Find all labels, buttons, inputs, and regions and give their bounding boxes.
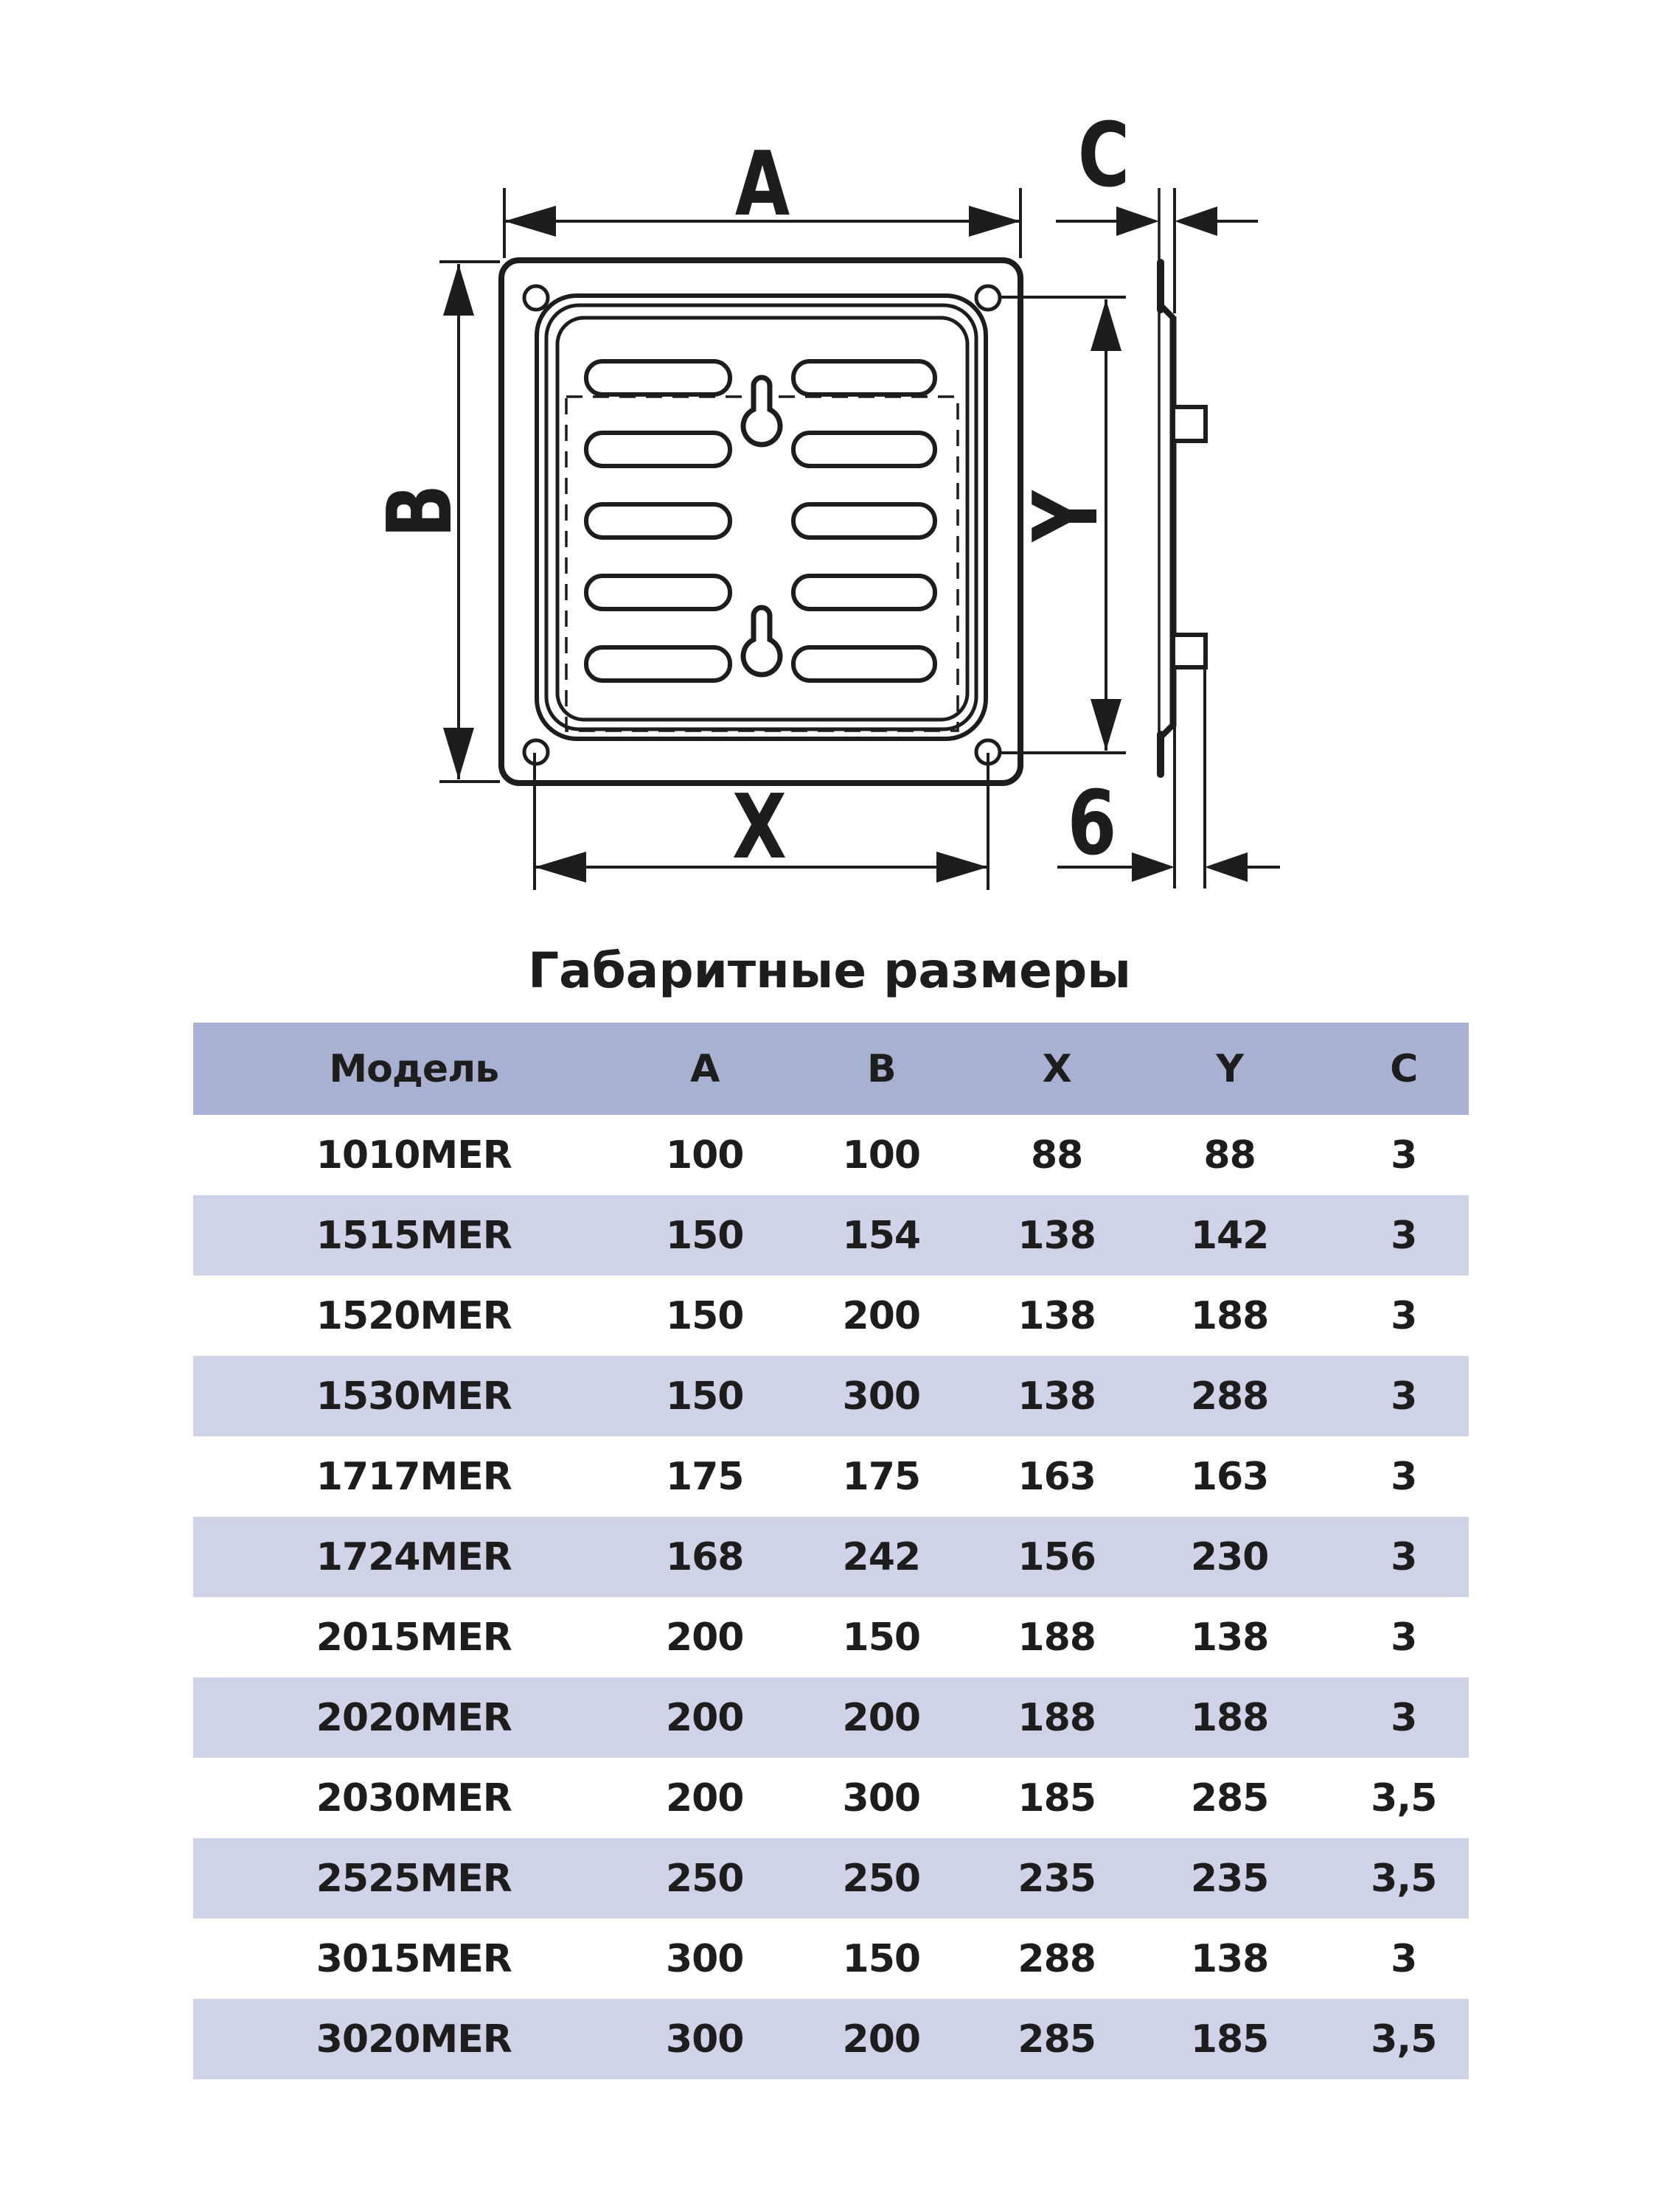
value-cell: 200	[842, 1293, 921, 1338]
model-cell: 3015MER	[316, 1936, 512, 1981]
model-cell: 1515MER	[316, 1213, 512, 1258]
value-cell: 242	[842, 1534, 921, 1579]
value-cell: 3	[1391, 1454, 1417, 1499]
value-cell: 250	[842, 1856, 921, 1901]
label-dimension-c: C	[1077, 103, 1130, 207]
arrowhead-icon	[443, 264, 474, 316]
table-body	[193, 1115, 1469, 2079]
value-cell: 3	[1391, 1615, 1417, 1660]
table-row	[193, 1115, 1469, 1195]
value-cell: 185	[1190, 2017, 1269, 2062]
value-cell: 3	[1391, 1936, 1417, 1981]
label-dimension-a: A	[734, 132, 790, 236]
value-cell: 285	[1018, 2017, 1096, 2062]
grille-front-view	[501, 260, 1020, 783]
value-cell: 200	[842, 2017, 921, 2062]
value-cell: 188	[1190, 1293, 1269, 1338]
model-cell: 1010MER	[316, 1133, 512, 1178]
label-dimension-b: B	[368, 484, 472, 538]
value-cell: 300	[665, 2017, 744, 2062]
value-cell: 3	[1391, 1213, 1417, 1258]
table-row	[193, 1356, 1469, 1436]
value-cell: 150	[665, 1374, 744, 1419]
table-header-cell: B	[866, 1046, 896, 1091]
section-title: Габаритные размеры	[528, 942, 1131, 999]
table-header-row	[193, 1023, 1469, 1115]
table-header-cell: Модель	[329, 1046, 499, 1091]
value-cell: 285	[1190, 1775, 1269, 1820]
table-row	[193, 1276, 1469, 1356]
value-cell: 138	[1018, 1293, 1096, 1338]
arrowhead-icon	[504, 206, 556, 237]
arrowhead-icon	[1116, 206, 1159, 236]
table-row	[193, 1999, 1469, 2079]
arrowhead-icon	[1132, 852, 1175, 882]
dimensions-table	[193, 1023, 1469, 2079]
mount-tab-top	[1173, 407, 1206, 441]
table-row	[193, 1195, 1469, 1276]
value-cell: 88	[1030, 1133, 1083, 1178]
model-cell: 1520MER	[316, 1293, 512, 1338]
value-cell: 235	[1190, 1856, 1269, 1901]
value-cell: 200	[665, 1775, 744, 1820]
model-cell: 2030MER	[316, 1775, 512, 1820]
value-cell: 88	[1203, 1133, 1256, 1178]
side-chamfer-bottom	[1161, 725, 1173, 737]
model-cell: 1530MER	[316, 1374, 512, 1419]
dimensions-table-container	[193, 1023, 1469, 2079]
mount-tab-bottom	[1173, 635, 1206, 667]
grille-outer-plate	[501, 260, 1020, 783]
arrowhead-icon	[936, 852, 988, 883]
value-cell: 156	[1018, 1534, 1096, 1579]
value-cell: 3,5	[1371, 2017, 1437, 2062]
value-cell: 235	[1018, 1856, 1096, 1901]
label-dimension-x: X	[731, 775, 787, 879]
value-cell: 150	[665, 1213, 744, 1258]
arrowhead-icon	[535, 852, 586, 883]
value-cell: 168	[665, 1534, 744, 1579]
model-cell: 2525MER	[316, 1856, 512, 1901]
table-row	[193, 1677, 1469, 1758]
value-cell: 175	[842, 1454, 921, 1499]
table-row	[193, 1436, 1469, 1517]
value-cell: 175	[665, 1454, 744, 1499]
table-header-cell: X	[1042, 1046, 1071, 1091]
value-cell: 300	[842, 1374, 921, 1419]
value-cell: 3,5	[1371, 1856, 1437, 1901]
value-cell: 230	[1190, 1534, 1269, 1579]
value-cell: 138	[1190, 1615, 1269, 1660]
dimension-drawing	[0, 0, 1659, 944]
model-cell: 3020MER	[316, 2017, 512, 2062]
value-cell: 250	[665, 1856, 744, 1901]
value-cell: 100	[842, 1133, 921, 1178]
arrowhead-icon	[969, 206, 1020, 237]
value-cell: 288	[1018, 1936, 1096, 1981]
grille-side-view	[1159, 188, 1206, 774]
value-cell: 163	[1018, 1454, 1096, 1499]
table-row	[193, 1517, 1469, 1597]
value-cell: 3	[1391, 1695, 1417, 1740]
table-header-cell: Y	[1216, 1046, 1243, 1091]
screw-hole	[976, 286, 1000, 310]
value-cell: 142	[1190, 1213, 1269, 1258]
value-cell: 300	[842, 1775, 921, 1820]
value-cell: 3,5	[1371, 1775, 1437, 1820]
value-cell: 3	[1391, 1374, 1417, 1419]
arrowhead-icon	[443, 728, 474, 779]
table-row	[193, 1919, 1469, 1999]
model-cell: 1724MER	[316, 1534, 512, 1579]
arrowhead-icon	[1091, 299, 1121, 351]
value-cell: 3	[1391, 1534, 1417, 1579]
table-header-cell: A	[690, 1046, 720, 1091]
arrowhead-icon	[1205, 852, 1248, 882]
value-cell: 3	[1391, 1293, 1417, 1338]
value-cell: 185	[1018, 1775, 1096, 1820]
value-cell: 188	[1190, 1695, 1269, 1740]
arrowhead-icon	[1091, 699, 1121, 751]
value-cell: 138	[1018, 1374, 1096, 1419]
value-cell: 150	[842, 1615, 921, 1660]
value-cell: 150	[842, 1936, 921, 1981]
value-cell: 200	[665, 1695, 744, 1740]
screw-hole	[524, 286, 548, 310]
arrowhead-icon	[1175, 206, 1217, 236]
value-cell: 188	[1018, 1615, 1096, 1660]
model-cell: 1717MER	[316, 1454, 512, 1499]
value-cell: 288	[1190, 1374, 1269, 1419]
value-cell: 138	[1018, 1213, 1096, 1258]
table-row	[193, 1838, 1469, 1919]
model-cell: 2015MER	[316, 1615, 512, 1660]
value-cell: 150	[665, 1293, 744, 1338]
value-cell: 188	[1018, 1695, 1096, 1740]
label-dimension-y: Y	[1014, 490, 1118, 542]
table-header	[193, 1023, 1469, 1115]
value-cell: 154	[842, 1213, 921, 1258]
model-cell: 2020MER	[316, 1695, 512, 1740]
table-row	[193, 1597, 1469, 1677]
value-cell: 300	[665, 1936, 744, 1981]
table-row	[193, 1758, 1469, 1838]
label-dimension-tab: 6	[1067, 771, 1117, 875]
value-cell: 100	[665, 1133, 744, 1178]
value-cell: 3	[1391, 1133, 1417, 1178]
table-header-cell: C	[1390, 1046, 1418, 1091]
value-cell: 200	[842, 1695, 921, 1740]
value-cell: 163	[1190, 1454, 1269, 1499]
value-cell: 200	[665, 1615, 744, 1660]
value-cell: 138	[1190, 1936, 1269, 1981]
